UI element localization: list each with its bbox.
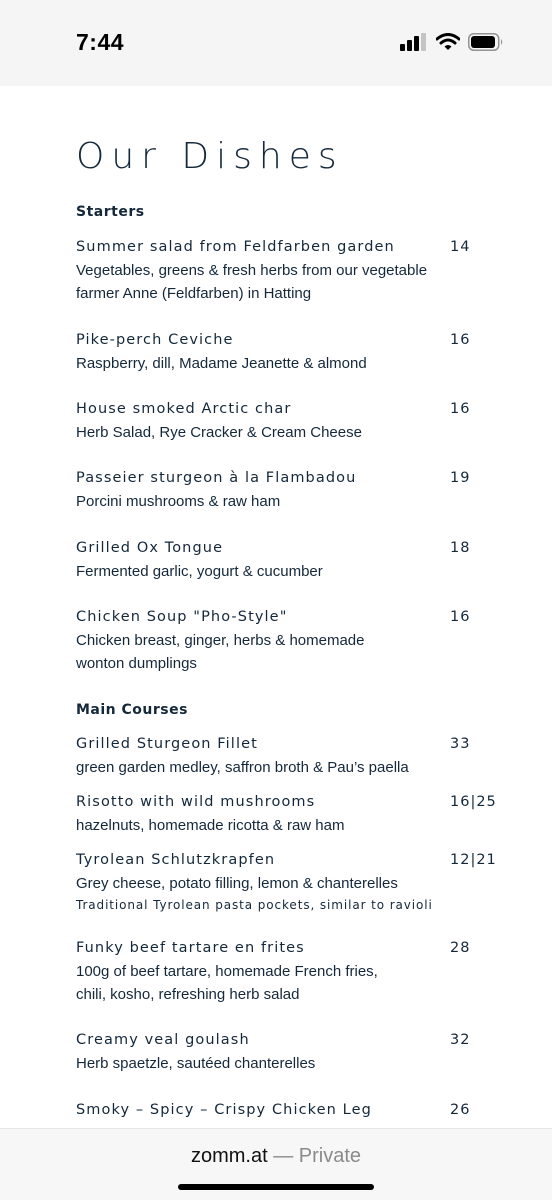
dish-name: Risotto with wild mushrooms: [76, 794, 316, 810]
dish-price: 16: [450, 609, 471, 625]
dish-item: [76, 1029, 506, 1075]
dish-description: 100g of beef tartare, homemade French fries,: [76, 963, 378, 980]
dish-price: 16|25: [450, 794, 497, 810]
dish-description: Fermented garlic, yogurt & cucumber: [76, 563, 323, 580]
dish-price: 16: [450, 332, 471, 348]
dish-item: [76, 537, 506, 583]
dish-name: Summer salad from Feldfarben garden: [76, 239, 395, 255]
dish-price: 16: [450, 401, 471, 417]
dish-price: 14: [450, 239, 471, 255]
dish-item: [76, 733, 506, 779]
home-indicator[interactable]: [178, 1184, 374, 1190]
dish-price: 33: [450, 736, 471, 752]
dish-description: chili, kosho, refreshing herb salad: [76, 986, 300, 1003]
section-title-main-courses: Main Courses: [76, 702, 188, 718]
dish-description: green garden medley, saffron broth & Pau’s paella: [76, 759, 409, 776]
dish-description: Herb spaetzle, sautéed chanterelles: [76, 1055, 316, 1072]
dish-price: 12|21: [450, 852, 497, 868]
dish-item: [76, 467, 506, 513]
dish-item: [76, 791, 506, 837]
dish-item: [76, 1099, 506, 1122]
url-separator: —: [267, 1145, 299, 1167]
dish-name: Passeier sturgeon à la Flambadou: [76, 470, 357, 486]
dish-name: Chicken Soup "Pho-Style": [76, 609, 288, 625]
dish-item: [76, 329, 506, 375]
menu-page: [0, 86, 552, 1128]
dish-price: 26: [450, 1102, 471, 1118]
dish-name: Funky beef tartare en frites: [76, 940, 305, 956]
dish-price: 18: [450, 540, 471, 556]
wifi-icon: [436, 33, 460, 55]
dish-name: House smoked Arctic char: [76, 401, 292, 417]
dish-name: Smoky – Spicy – Crispy Chicken Leg: [76, 1102, 372, 1118]
dish-name: Creamy veal goulash: [76, 1032, 250, 1048]
dish-description: Porcini mushrooms & raw ham: [76, 493, 281, 510]
private-mode-label: Private: [298, 1145, 362, 1167]
dish-description: Vegetables, greens & fresh herbs from our vegetable: [76, 262, 428, 279]
dish-name: Grilled Sturgeon Fillet: [76, 736, 258, 752]
dish-price: 32: [450, 1032, 471, 1048]
cellular-signal-icon: [400, 33, 428, 55]
dish-item: [76, 937, 506, 1006]
dish-note: Traditional Tyrolean pasta pockets, similar to ravioli: [76, 898, 433, 912]
status-icons: [400, 33, 504, 55]
battery-icon: [468, 33, 504, 55]
dish-item: [76, 236, 506, 305]
url-display[interactable]: [0, 1145, 552, 1168]
dish-price: 19: [450, 470, 471, 486]
dish-description: Grey cheese, potato filling, lemon & chanterelles: [76, 875, 398, 892]
status-bar: [0, 0, 552, 86]
dish-description: hazelnuts, homemade ricotta & raw ham: [76, 817, 345, 834]
dish-description: Chicken breast, ginger, herbs & homemade: [76, 632, 365, 649]
dish-price: 28: [450, 940, 471, 956]
dish-item: [76, 606, 506, 675]
dish-description: farmer Anne (Feldfarben) in Hatting: [76, 285, 312, 302]
dish-description: Raspberry, dill, Madame Jeanette & almond: [76, 355, 367, 372]
dish-item: [76, 398, 506, 444]
page-title: Our Dishes: [76, 136, 344, 177]
section-title-starters: Starters: [76, 204, 145, 220]
browser-address-bar[interactable]: [0, 1128, 552, 1200]
dish-name: Pike-perch Ceviche: [76, 332, 234, 348]
dish-name: Grilled Ox Tongue: [76, 540, 224, 556]
url-domain: zomm.at: [190, 1145, 268, 1167]
dish-description: Herb Salad, Rye Cracker & Cream Cheese: [76, 424, 362, 441]
dish-item: [76, 849, 506, 915]
dish-description: wonton dumplings: [76, 655, 197, 672]
dish-name: Tyrolean Schlutzkrapfen: [76, 852, 276, 868]
status-time: 7:44: [76, 29, 125, 55]
